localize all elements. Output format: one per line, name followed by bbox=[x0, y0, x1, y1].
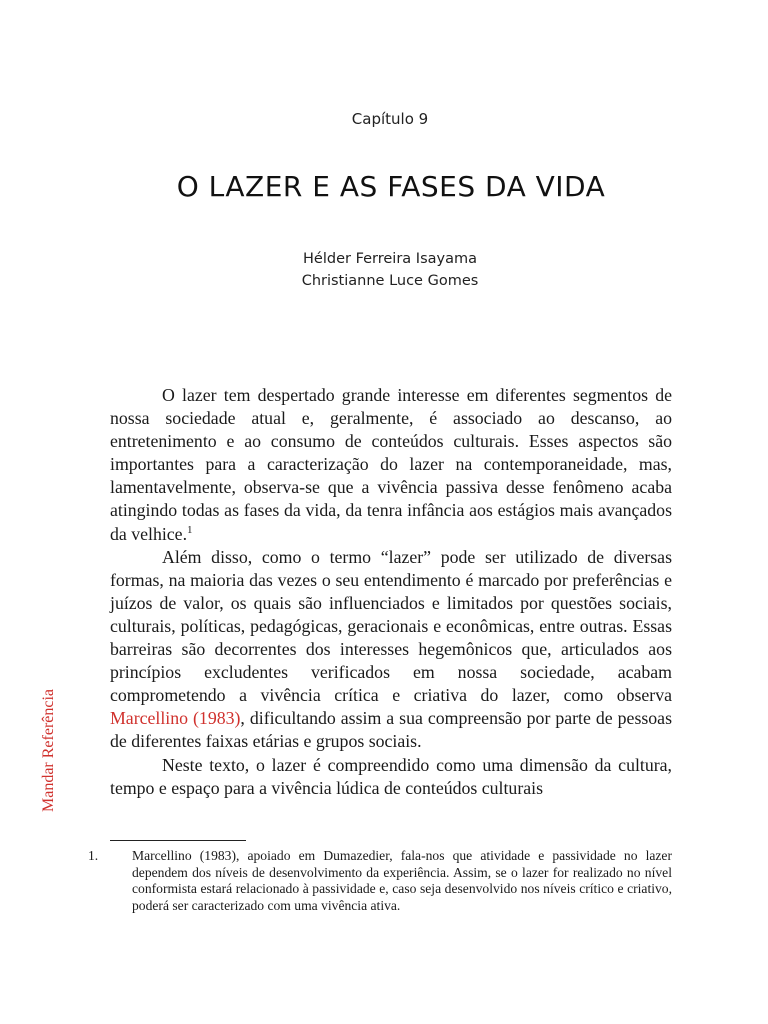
send-reference-link[interactable]: Mandar Referência bbox=[40, 688, 57, 812]
author-list bbox=[0, 248, 768, 292]
chapter-title: O LAZER E AS FASES DA VIDA bbox=[176, 170, 606, 203]
body-text bbox=[110, 384, 672, 800]
footnote-marker[interactable]: 1 bbox=[187, 523, 193, 536]
paragraph-text: Neste texto, o lazer é compreendido como uma dimensão da cultura, tempo e espaço para a vivência lúdica de conteúdos culturais bbox=[110, 754, 672, 798]
author-name: Christianne Luce Gomes bbox=[301, 273, 479, 289]
footnote-text: Marcellino (1983), apoiado em Dumazedier, fala-nos que atividade e passividade no lazer dependem dos níveis de desenvolvimento da experiência. Assim, se o lazer for realizado no nível conformista estará relacionado à passividade e, caso seja desenvolvido nos níveis crítico e criativo, poderá ser caracterizado com uma vivência ativa. bbox=[132, 848, 672, 913]
paragraph bbox=[110, 546, 672, 754]
footnote-item bbox=[88, 848, 672, 914]
paragraph bbox=[110, 754, 672, 800]
author-name: Hélder Ferreira Isayama bbox=[303, 251, 477, 267]
footnote bbox=[88, 848, 672, 914]
paragraph-text: , dificultando assim a sua compreensão por parte de pessoas de diferentes faixas etárias e grupos sociais. bbox=[110, 708, 672, 752]
chapter-label: Capítulo 9 bbox=[351, 110, 429, 128]
paragraph-text: Além disso, como o termo “lazer” pode ser utilizado de diversas formas, na maioria das vezes o seu entendimento é marcado por preferências e juízos de valor, os quais são influenciados e limitados por questões sociais, culturais, políticas, pedagógicas, geracionais e econômicas, entre outras. Essas barreiras são decorrentes dos interesses hegemônicos que, articulados aos princípios excludentes verificados em nossa sociedade, acabam comprometendo a vivência crítica e criativa do lazer, como observa bbox=[110, 546, 672, 706]
footnote-divider bbox=[110, 840, 246, 841]
citation-link[interactable]: Marcellino (1983) bbox=[110, 708, 241, 729]
paragraph-text: O lazer tem despertado grande interesse em diferentes segmentos de nossa sociedade atual e, geralmente, é associado ao descanso, ao entretenimento e ao consumo de conteúdos culturais. Esses aspectos são importantes para a caracterização do lazer na contemporaneidade, mas, lamentavelmente, observa-se que a vivência passiva desse fenômeno acaba atingindo todas as fases da vida, da tenra infância aos estágios mais avançados da velhice. bbox=[110, 385, 672, 544]
footnote-number: 1. bbox=[88, 848, 99, 863]
paragraph bbox=[110, 384, 672, 546]
